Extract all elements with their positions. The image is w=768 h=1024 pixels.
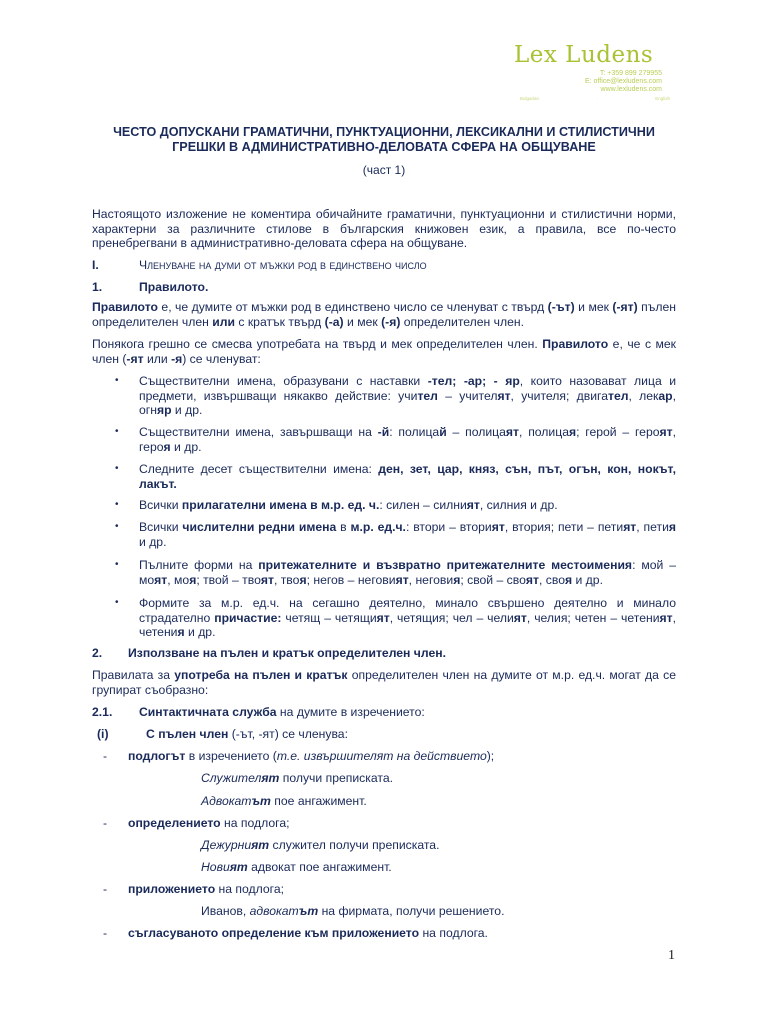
bullet-item: Формите за м.р. ед.ч. на сегашно деятелно, минало свършено деятелно и минало страдателно причастие: четящ – четящият, четящия; чел – челият, челия; четен – четеният, четения и др. [139, 596, 676, 640]
bullet-marker: • [115, 375, 119, 386]
example-sentence: Адвокатът пое ангажимент. [201, 794, 367, 808]
bullet-item: Следните десет съществителни имена: ден, зет, цар, княз, сън, път, огън, кон, нокът, лакът. [139, 462, 676, 491]
rule-paragraph: Правилото е, че думите от мъжки род в единствено число се членуват с твърд (-ът) и мек (-ят) пълен определителен член или с кратък твърд (-а) и мек (-я) определителен член. [92, 300, 676, 329]
subsection-number: 1. [92, 280, 103, 294]
bullet-item: Пълните форми на притежателните и възвратно притежателните местоимения: мой – моят, моя; твой – твоят, твоя; негов – неговият, неговия; свой – своят, своя и др. [139, 558, 677, 587]
rule-paragraph: Понякога грешно се смесва употребата на твърд и мек определителен член. Правилото е, че с мек член (-ят или -я) се членуват: [92, 337, 677, 366]
bullet-marker: • [115, 597, 119, 608]
example-sentence: Новият адвокат пое ангажимент. [201, 860, 392, 874]
rule-paragraph: Правилата за употреба на пълен и кратък определителен член на думите от м.р. ед.ч. могат да се групират съобразно: [92, 668, 676, 697]
subsection-title: Синтактичната служба на думите в изречението: [139, 705, 425, 719]
list-item: приложението на подлога; [128, 882, 285, 896]
section-number: I. [92, 258, 99, 272]
bullet-item: Всички числителни редни имена в м.р. ед.ч.: втори – вторият, втория; пети – петият, петия и др. [139, 520, 677, 549]
example-sentence: Иванов, адвокатът на фирмата, получи решението. [201, 904, 505, 918]
document-part: (част 1) [362, 163, 406, 177]
intro-paragraph: Настоящото изложение не коментира обичайните граматични, пунктуационни и стилистични норми, характерни за различните стилове в българския книжовен език, а правила, все по-често пренебрегвани в административно-деловата сфера на общуване. [92, 207, 676, 251]
page-number: 1 [668, 948, 675, 963]
dash-marker: - [103, 882, 108, 896]
dash-marker: - [103, 926, 108, 940]
logo-tags [520, 96, 670, 101]
logo-brand: Lex Ludens [514, 42, 654, 68]
example-sentence: Служителят получи преписката. [201, 771, 393, 785]
logo-phone: T: +359 899 279955 [599, 70, 662, 77]
list-number: (i) [97, 727, 109, 741]
bullet-marker: • [115, 559, 119, 570]
list-item: определението на подлога; [128, 816, 290, 830]
dash-marker: - [103, 816, 108, 830]
list-item: С пълен член (-ът, -ят) се членува: [146, 727, 348, 741]
logo-tag: · [596, 96, 598, 101]
subsection-number: 2.1. [92, 705, 113, 719]
bullet-marker: • [115, 521, 119, 532]
logo-tag: Bulgarian [520, 96, 540, 101]
section-title: Членуване на думи от мъжки род в единствено число [139, 258, 427, 272]
company-logo [506, 42, 676, 102]
example-sentence: Дежурният служител получи преписката. [201, 838, 440, 852]
logo-web: www.lexludens.com [600, 86, 662, 93]
bullet-marker: • [115, 463, 119, 474]
bullet-marker: • [115, 499, 119, 510]
subsection-number: 2. [92, 646, 103, 660]
bullet-item: Всички прилагателни имена в м.р. ед. ч.: силен – силният, силния и др. [139, 498, 558, 512]
list-item: подлогът в изречението (т.е. извършителят на действието); [128, 749, 495, 763]
logo-tag: English [655, 96, 670, 101]
bullet-item: Съществителни имена, образувани с наставки -тел; -ар; - яр, които назовават лица и предмети, извършващи някакво действие: учител – учителят, учителя; двигател, лекар, огняр и др. [139, 374, 677, 418]
bullet-marker: • [115, 426, 119, 437]
list-item: съгласуваното определение към приложението на подлога. [128, 926, 488, 940]
document-title-line2: ГРЕШКИ В АДМИНИСТРАТИВНО-ДЕЛОВАТА СФЕРА НА ОБЩУВАНЕ [172, 140, 596, 154]
subsection-title: Използване на пълен и кратък определителен член. [128, 646, 446, 660]
bullet-item: Съществителни имена, завършващи на -й: полицай – полицаят, полицая; герой – героят, героя и др. [139, 425, 677, 454]
logo-email: E: office@lexludens.com [584, 78, 662, 85]
dash-marker: - [103, 749, 108, 763]
document-title-line1: ЧЕСТО ДОПУСКАНИ ГРАМАТИЧНИ, ПУНКТУАЦИОННИ, ЛЕКСИКАЛНИ И СТИЛИСТИЧНИ [113, 125, 655, 139]
subsection-title: Правилото. [139, 280, 209, 294]
